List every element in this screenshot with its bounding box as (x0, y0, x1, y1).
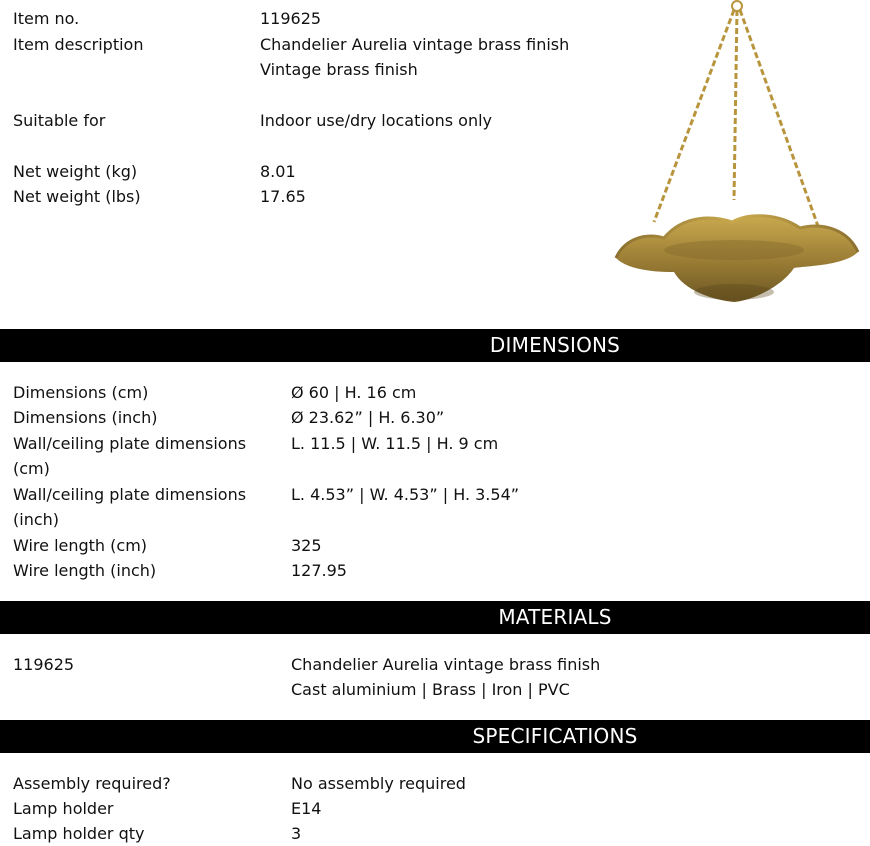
dimensions-inch-label: Dimensions (inch) (13, 408, 158, 427)
dimensions-cm-label: Dimensions (cm) (13, 383, 149, 402)
plate-dimensions-cm-label-unit: (cm) (13, 459, 50, 478)
materials-description: Chandelier Aurelia vintage brass finish (291, 655, 601, 674)
wire-length-inch-value: 127.95 (291, 561, 347, 580)
item-description-value: Chandelier Aurelia vintage brass finish (260, 35, 570, 54)
item-no-value: 119625 (260, 9, 322, 28)
materials-list: Cast aluminium | Brass | Iron | PVC (291, 680, 570, 699)
item-no-label: Item no. (13, 9, 80, 28)
dimensions-title: DIMENSIONS (489, 333, 621, 357)
net-weight-lbs-label: Net weight (lbs) (13, 187, 141, 206)
specifications-title: SPECIFICATIONS (472, 724, 638, 748)
lamp-holder-qty-label: Lamp holder qty (13, 824, 145, 843)
plate-dimensions-inch-label-unit: (inch) (13, 510, 60, 529)
dimensions-inch-value: Ø 23.62” | H. 6.30” (291, 408, 445, 427)
lamp-holder-qty-value: 3 (291, 824, 302, 843)
lamp-holder-value: E14 (291, 799, 322, 818)
brass-bowl-shade (616, 216, 858, 302)
wire-length-cm-value: 325 (291, 536, 322, 555)
net-weight-kg-value: 8.01 (260, 162, 296, 181)
plate-dimensions-cm-value: L. 11.5 | W. 11.5 | H. 9 cm (291, 434, 499, 453)
specifications-header (0, 720, 870, 753)
assembly-required-label: Assembly required? (13, 774, 171, 793)
suitable-for-value: Indoor use/dry locations only (260, 111, 493, 130)
chain-icon (654, 1, 818, 226)
suitable-for-label: Suitable for (13, 111, 106, 130)
chandelier-image (604, 0, 870, 320)
lamp-holder-label: Lamp holder (13, 799, 114, 818)
materials-title: MATERIALS (498, 605, 612, 629)
dimensions-header (0, 329, 870, 362)
net-weight-kg-label: Net weight (kg) (13, 162, 138, 181)
item-description-label: Item description (13, 35, 144, 54)
plate-dimensions-inch-label: Wall/ceiling plate dimensions (13, 485, 247, 504)
plate-dimensions-cm-label: Wall/ceiling plate dimensions (13, 434, 247, 453)
dimensions-cm-value: Ø 60 | H. 16 cm (291, 383, 417, 402)
wire-length-inch-label: Wire length (inch) (13, 561, 157, 580)
item-description-finish: Vintage brass finish (260, 60, 418, 79)
net-weight-lbs-value: 17.65 (260, 187, 306, 206)
materials-header (0, 601, 870, 634)
wire-length-cm-label: Wire length (cm) (13, 536, 148, 555)
assembly-required-value: No assembly required (291, 774, 466, 793)
plate-dimensions-inch-value: L. 4.53” | W. 4.53” | H. 3.54” (291, 485, 520, 504)
materials-item-no: 119625 (13, 655, 75, 674)
